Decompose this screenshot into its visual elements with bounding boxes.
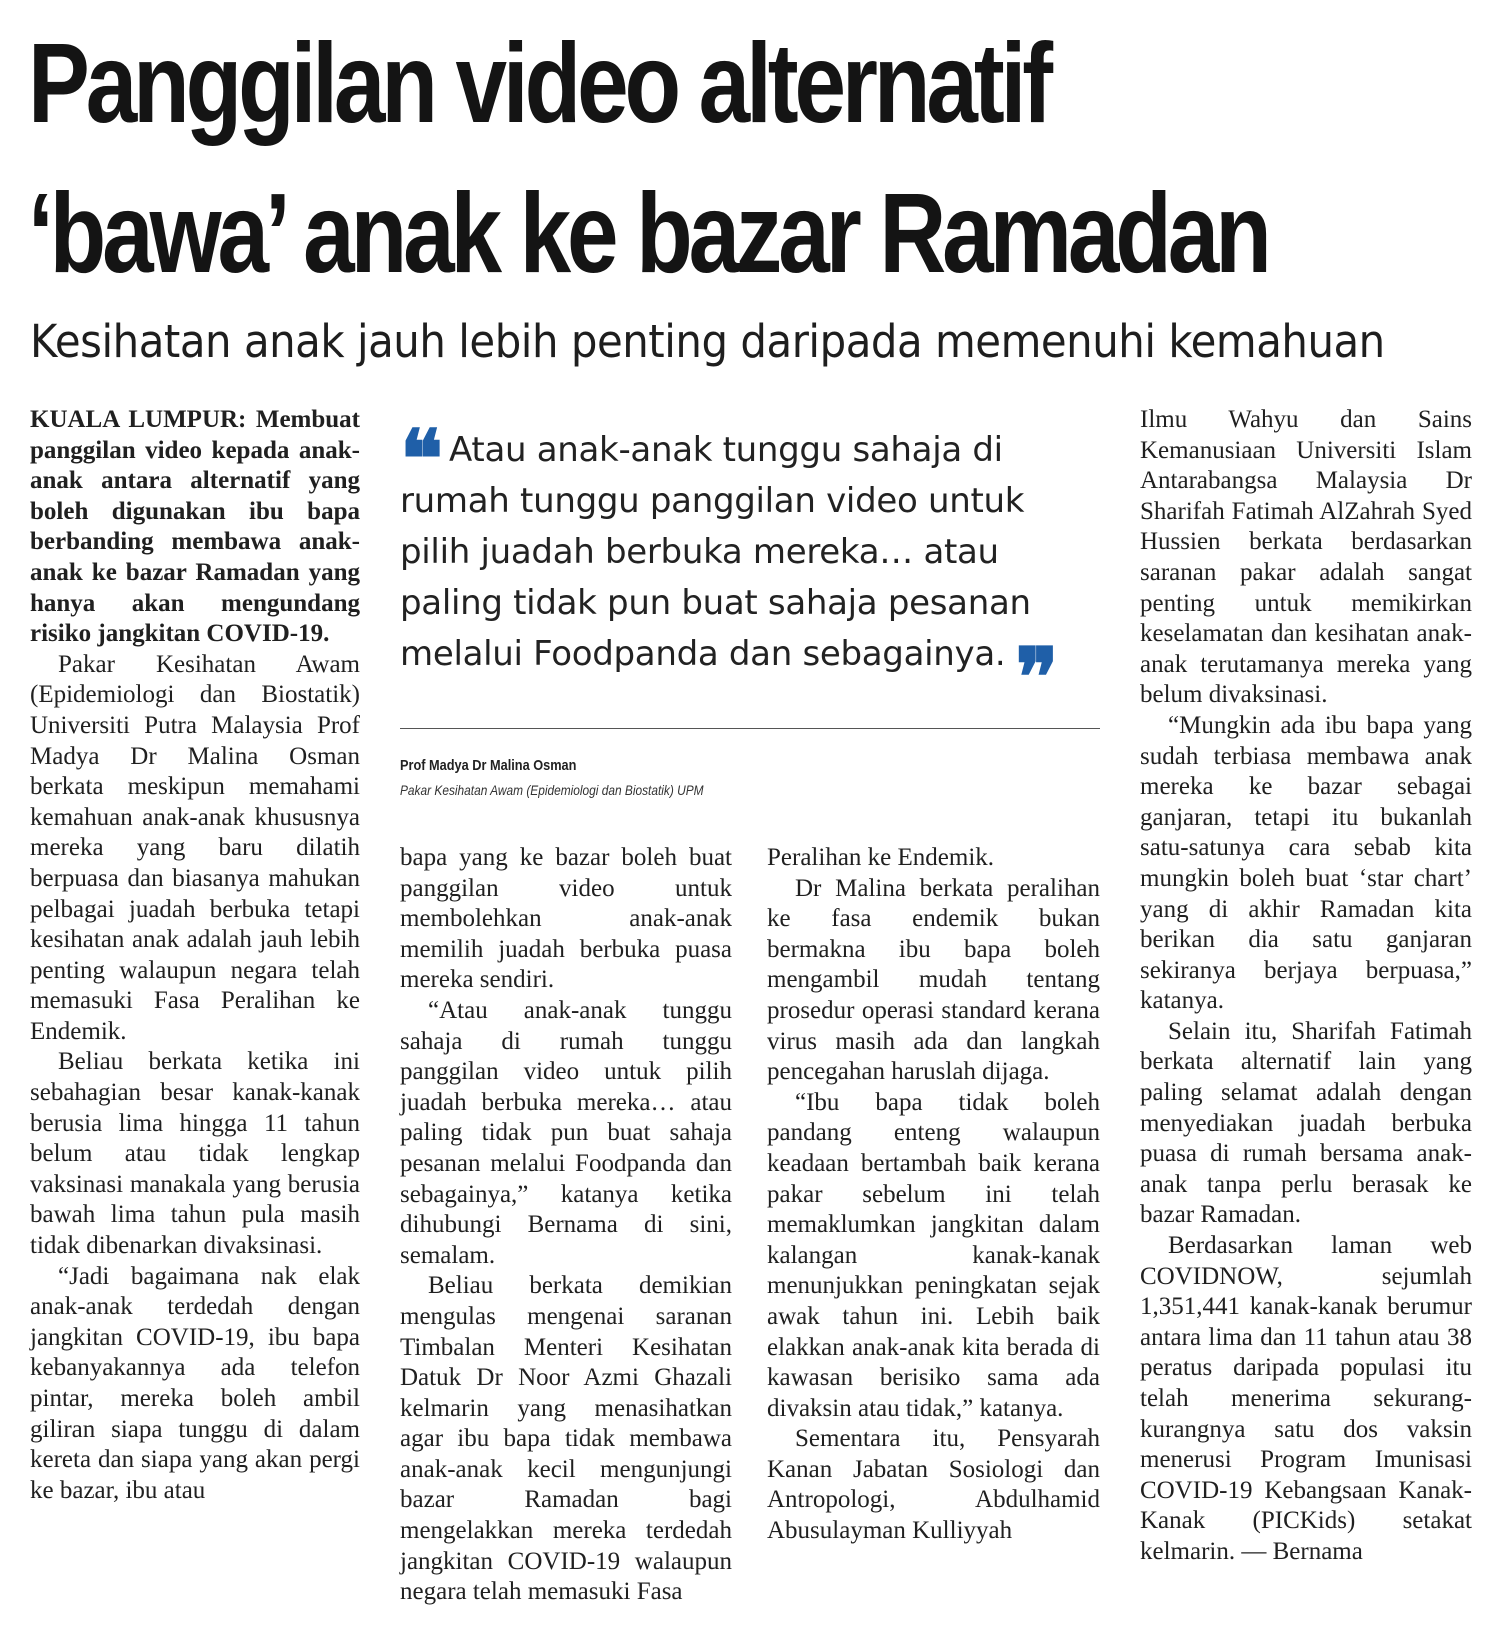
article-column-1 bbox=[30, 405, 360, 1506]
paragraph: Selain itu, Sharifah Fatimah berkata alternatif lain yang paling selamat adalah dengan menyediakan juadah berbuka puasa di rumah bersama anak-anak tanpa perlu berasak ke bazar Ramadan. bbox=[1140, 1017, 1472, 1229]
paragraph: “Atau anak-anak tunggu sahaja di rumah tunggu panggilan video untuk pilih juadah berbuka mereka… atau paling tidak pun buat sahaja pesanan melalui Foodpanda dan sebagainya,” katanya ketika dihubungi Bernama di sini, semalam. bbox=[400, 996, 732, 1269]
paragraph: Pakar Kesihatan Awam (Epidemiologi dan Biostatik) Universiti Putra Malaysia Prof Madya Dr Malina Osman berkata meskipun memahami kemahuan anak-anak khususnya mereka yang baru dilatih berpuasa dan biasanya mahukan pelbagai juadah berbuka tetapi kesihatan anak adalah jauh lebih penting walaupun negara telah memasuki Fasa Peralihan ke Endemik. bbox=[30, 650, 360, 1045]
lead-paragraph bbox=[30, 405, 360, 650]
paragraph: Beliau berkata demikian mengulas mengenai saranan Timbalan Menteri Kesihatan Datuk Dr Noor Azmi Ghazali kelmarin yang menasihatkan agar ibu bapa tidak membawa anak-anak kecil mengunjungi bazar Ramadan bagi mengelakkan mereka terdedah jangkitan COVID-19 walaupun negara telah memasuki Fasa bbox=[400, 1272, 732, 1606]
dateline: KUALA LUMPUR: bbox=[30, 406, 247, 433]
paragraph: Dr Malina berkata peralihan ke fasa endemik bukan bermakna ibu bapa boleh mengambil mudah tentang prosedur operasi standard kerana virus masih ada dan langkah pencegahan haruslah dijaga. bbox=[767, 874, 1100, 1086]
paragraph: “Ibu bapa tidak boleh pandang enteng walaupun keadaan bertambah baik kerana pakar sebelum ini telah memaklumkan jangkitan dalam kalangan kanak-kanak menunjukkan peningkatan sejak awak tahun ini. Lebih baik elakkan anak-anak kita berada di kawasan berisiko sama ada divaksin atau tidak,” katanya. bbox=[767, 1088, 1100, 1422]
paragraph: Berdasarkan laman web COVIDNOW, sejumlah 1,351,441 kanak-kanak berumur antara lima dan 11 tahun atau 38 peratus daripada populasi itu telah menerima sekurang-kurangnya satu dos vaksin menerusi Program Imunisasi COVID-19 Kebangsaan Kanak-Kanak (PICKids) setakat kelmarin. — Bernama bbox=[1140, 1232, 1472, 1565]
standfirst: Kesihatan anak jauh lebih penting daripada memenuhi kemahuan bbox=[30, 315, 1385, 368]
paragraph-continued: Ilmu Wahyu dan Sains Kemanusiaan Universiti Islam Antarabangsa Malaysia Dr Sharifah Fatimah AlZahrah Syed Hussien berkata berdasarkan saranan pakar adalah sangat penting untuk memikirkan keselamatan dan kesihatan anak-anak terutamanya mereka yang belum divaksinasi. bbox=[1140, 406, 1472, 709]
article-column-3 bbox=[767, 843, 1100, 1547]
paragraph-continued: Peralihan ke Endemik. bbox=[767, 844, 995, 871]
close-quote-icon: ❞ bbox=[1015, 630, 1051, 724]
article-column-2 bbox=[400, 843, 732, 1608]
pull-quote bbox=[400, 412, 1100, 724]
quote-attribution-name: Prof Madya Dr Malina Osman bbox=[400, 757, 577, 774]
pull-quote-text: Atau anak-anak tunggu sahaja di rumah tunggu panggilan video untuk pilih juadah berbuka mereka… atau paling tidak pun buat sahaja pesanan melalui Foodpanda dan sebagainya. bbox=[400, 430, 1031, 674]
paragraph: “Jadi bagaimana nak elak anak-anak terdedah dengan jangkitan COVID-19, ibu bapa kebanyakannya ada telefon pintar, mereka boleh ambil giliran siapa tunggu di dalam kereta dan siapa yang akan pergi ke bazar, ibu atau bbox=[30, 1262, 360, 1504]
headline bbox=[28, 8, 1268, 308]
pull-quote-divider bbox=[400, 728, 1100, 729]
paragraph-continued: bapa yang ke bazar boleh buat panggilan video untuk membolehkan anak-anak memilih juadah berbuka puasa mereka sendiri. bbox=[400, 844, 732, 994]
article-column-4 bbox=[1140, 405, 1472, 1568]
headline-line-1: Panggilan video alternatif bbox=[28, 20, 1049, 146]
paragraph: Sementara itu, Pensyarah Kanan Jabatan Sosiologi dan Antropologi, Abdulhamid Abusulayman Kulliyyah bbox=[767, 1425, 1100, 1545]
open-quote-icon: ❝ bbox=[400, 412, 436, 506]
paragraph: Beliau berkata ketika ini sebahagian besar kanak-kanak berusia lima hingga 11 tahun belum atau tidak lengkap vaksinasi manakala yang berusia bawah lima tahun pula masih tidak dibenarkan divaksinasi. bbox=[30, 1048, 360, 1260]
paragraph: “Mungkin ada ibu bapa yang sudah terbiasa membawa anak mereka ke bazar sebagai ganjaran, tetapi itu bukanlah satu-satunya cara sebab kita mungkin boleh buat ‘star chart’ yang di akhir Ramadan kita berikan dia satu ganjaran sekiranya berjaya berpuasa,” katanya. bbox=[1140, 711, 1472, 1015]
lead-text: Membuat panggilan video kepada anak-anak antara alternatif yang boleh digunakan ibu bapa berbanding membawa anak-anak ke bazar Ramadan yang hanya akan mengundang risiko jangkitan COVID-19. bbox=[30, 406, 360, 648]
headline-line-2: ‘bawa’ anak ke bazar Ramadan bbox=[28, 170, 1268, 296]
quote-attribution-role: Pakar Kesihatan Awam (Epidemiologi dan Biostatik) UPM bbox=[400, 782, 704, 798]
